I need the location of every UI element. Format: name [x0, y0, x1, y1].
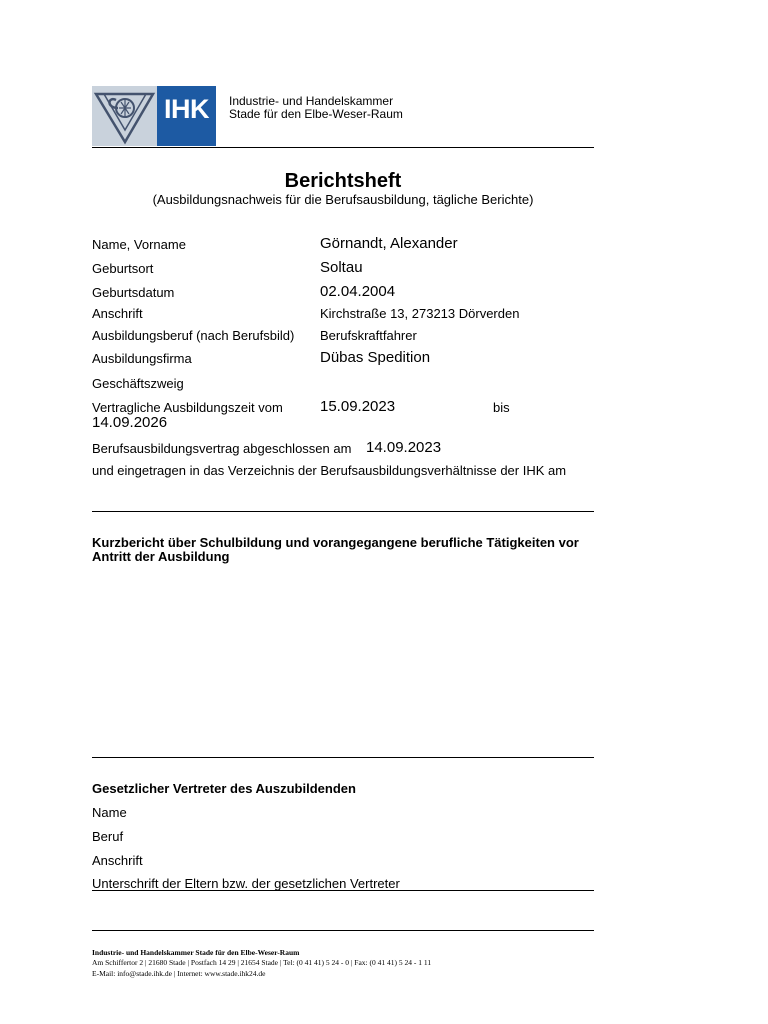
ihk-logo-block — [157, 86, 216, 146]
name-value: Görnandt, Alexander — [320, 235, 458, 252]
page-title: Berichtsheft — [284, 170, 402, 192]
header-divider — [92, 147, 594, 148]
ihk-logo-text: IHK — [164, 94, 209, 124]
section-divider-1 — [92, 511, 594, 512]
guardian-name-label: Name — [92, 805, 127, 820]
contract-label: Berufsausbildungsvertrag abgeschlossen am — [92, 441, 352, 456]
period-bis-label: bis — [493, 400, 510, 415]
signature-label: Unterschrift der Eltern bzw. der gesetzlichen Vertreter — [92, 876, 400, 891]
ihk-logo — [92, 86, 216, 146]
chamber-name-line2: Stade für den Elbe-Weser-Raum — [229, 107, 403, 121]
name-label: Name, Vorname — [92, 237, 186, 252]
report-heading: Kurzbericht über Schulbildung und vorangegangene berufliche Tätigkeiten vor Antritt der Ausbildung — [92, 535, 579, 564]
contract-value: 14.09.2023 — [366, 439, 442, 456]
birthplace-value: Soltau — [320, 259, 363, 276]
profession-label: Ausbildungsberuf (nach Berufsbild) — [92, 328, 295, 343]
period-from-value: 15.09.2023 — [320, 398, 396, 415]
birthplace-label: Geburtsort — [92, 261, 154, 276]
ihk-emblem-icon — [92, 86, 157, 146]
address-value: Kirchstraße 13, 273213 Dörverden — [320, 306, 520, 321]
birthdate-label: Geburtsdatum — [92, 285, 175, 300]
profession-value: Berufskraftfahrer — [320, 328, 417, 343]
company-label: Ausbildungsfirma — [92, 351, 192, 366]
birthdate-value: 02.04.2004 — [320, 283, 396, 300]
guardian-address-label: Anschrift — [92, 853, 143, 868]
branch-label: Geschäftszweig — [92, 376, 184, 391]
footer-chamber-name: Industrie- und Handelskammer Stade für den Elbe-Weser-Raum — [92, 948, 300, 957]
guardian-job-label: Beruf — [92, 829, 124, 844]
guardian-heading: Gesetzlicher Vertreter des Auszubildenden — [92, 781, 356, 796]
company-value: Dübas Spedition — [320, 349, 431, 366]
footer-divider — [92, 930, 594, 931]
section-divider-2 — [92, 757, 594, 758]
register-label: und eingetragen in das Verzeichnis der Berufsausbildungsverhältnisse der IHK am — [92, 463, 567, 478]
period-label: Vertragliche Ausbildungszeit vom — [92, 400, 283, 415]
signature-line — [92, 890, 594, 891]
footer-contact: E-Mail: info@stade.ihk.de | Internet: www.stade.ihk24.de — [92, 969, 266, 978]
chamber-name-line1: Industrie- und Handelskammer — [229, 94, 394, 108]
period-to-value: 14.09.2026 — [92, 414, 168, 431]
address-label: Anschrift — [92, 306, 143, 321]
page-subtitle: (Ausbildungsnachweis für die Berufsausbildung, tägliche Berichte) — [152, 192, 534, 207]
footer-address: Am Schiffertor 2 | 21680 Stade | Postfach 14 29 | 21654 Stade | Tel: (0 41 41) 5 24 - 0 | Fax: (0 41 41) 5 24 - 1 11 — [92, 958, 432, 967]
